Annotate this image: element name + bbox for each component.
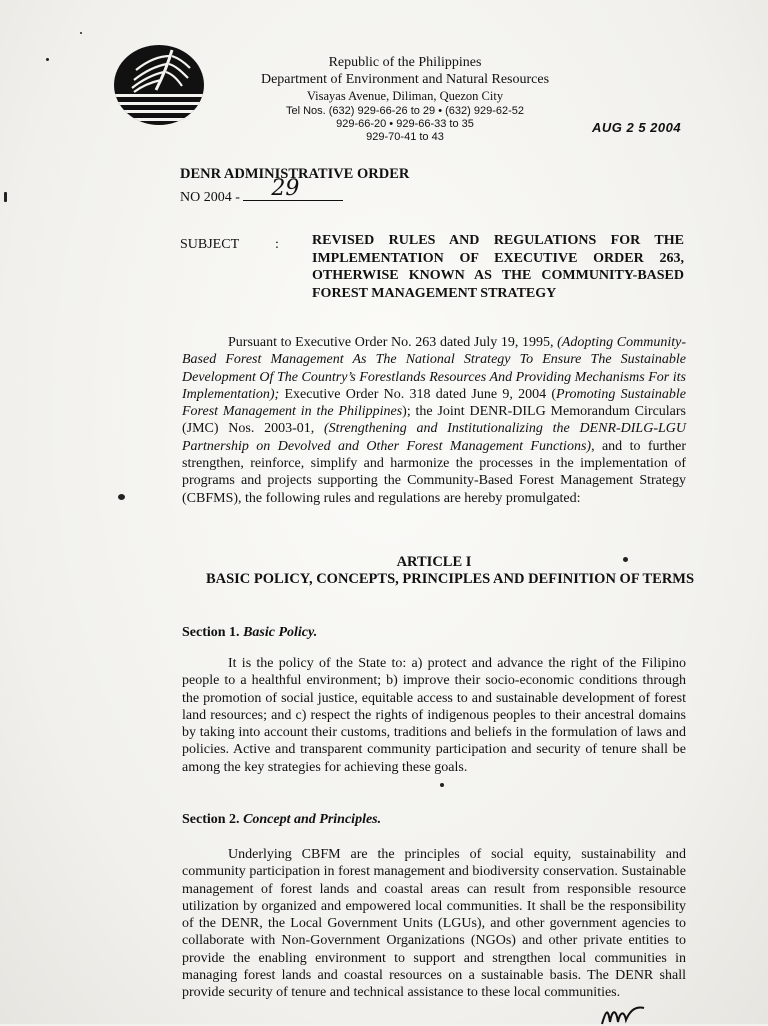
preamble-text-3: Executive Order No. 318 dated June 9, 2004 ( — [279, 386, 557, 402]
order-number — [180, 176, 343, 206]
letterhead-tel-line-1: Tel Nos. (632) 929-66-26 to 29 • (632) 929-62-52 — [285, 105, 525, 117]
letterhead-department: Department of Environment and Natural Resources — [260, 72, 550, 87]
signature-mark — [598, 1004, 648, 1026]
order-number-prefix: NO 2004 - — [180, 190, 244, 205]
article-number: ARTICLE I — [396, 554, 472, 570]
section-2-label: Section 2. — [182, 812, 240, 827]
section-1-paragraph — [182, 655, 686, 776]
preamble-text-7: , and to further strengthen, reinforce, simplify and harmonize the processes in the implementation of programs and projects supporting the Community-Based Forest Management Strategy (CBFMS), the following rules and regulations are hereby promulgated: — [182, 438, 686, 506]
section-1-body: It is the policy of the State to: a) protect and advance the right of the Filipino people to a healthful environment; b) improve their socio-economic conditions through the promotion of social justice, equitable access to and sustainable development of forest land resources; and c) respect the rights of indigenous peoples to their ancestral domains by taking into account their customs, traditions and beliefs in the formulation of laws and policies. Active and transparent community participation and security of tenure shall be among the key strategies for achieving these goals. — [182, 656, 686, 775]
preamble-text-5: ); the Joint DENR-DILG Memorandum Circulars (JMC) Nos. 2003-01, — [182, 404, 686, 437]
scan-speck — [118, 494, 125, 500]
order-title: DENR ADMINISTRATIVE ORDER — [180, 166, 410, 182]
denr-logo-icon — [112, 44, 206, 126]
scan-speck — [440, 783, 444, 787]
section-1-heading — [182, 625, 317, 641]
preamble-text-4: Promoting Sustainable Forest Management in the Philippines — [182, 386, 687, 420]
letterhead-address: Visayas Avenue, Diliman, Quezon City — [306, 89, 504, 103]
section-2-title: Concept and Principles. — [243, 812, 382, 827]
scan-speck — [80, 32, 82, 34]
subject-text: REVISED RULES AND REGULATIONS FOR THE IMPLEMENTATION OF EXECUTIVE ORDER 263, OTHERWISE KNOWN AS THE COMMUNITY-BASED FOREST MANAGEMENT STRATEGY — [312, 233, 684, 301]
scan-speck — [623, 557, 628, 562]
article-title: BASIC POLICY, CONCEPTS, PRINCIPLES AND DEFINITION OF TERMS — [205, 571, 695, 587]
order-number-handwritten: 29 — [271, 176, 300, 201]
scan-speck — [46, 58, 49, 61]
letterhead — [240, 54, 570, 144]
subject-colon: : — [275, 237, 279, 252]
section-1-label: Section 1. — [182, 625, 240, 640]
preamble-paragraph — [182, 334, 686, 507]
order-number-line — [243, 176, 343, 201]
preamble-text-2: (Adopting Community-Based Forest Management As The National Strategy To Ensure The Sustainable Development Of The Country’s Forestlands Resources And Providing Mechanisms For its Implementation); — [182, 335, 686, 402]
section-2-heading — [182, 812, 381, 828]
letterhead-country: Republic of the Philippines — [328, 55, 482, 70]
letterhead-tel-line-2: 929-66-20 • 929-66-33 to 35 — [336, 118, 474, 130]
preamble-text-6: (Strengthening and Institutionalizing the DENR-DILG-LGU Partnership on Devolved and Other Forest Management Functions) — [182, 421, 686, 454]
letterhead-tel-line-3: 929-70-41 to 43 — [366, 131, 444, 143]
section-2-paragraph — [182, 846, 686, 1002]
preamble-text-1: Pursuant to Executive Order No. 263 dated July 19, 1995, — [228, 335, 558, 350]
scan-speck — [4, 192, 7, 202]
section-1-title: Basic Policy. — [243, 625, 318, 640]
section-2-body: Underlying CBFM are the principles of social equity, sustainability and community participation in forest management and biodiversity conservation. Sustainable management of forest lands and coastal areas can result from responsible resource utilization by organized and empowered local communities. It shall be the responsibility of the DENR, the Local Government Units (LGUs), and other government agencies to collaborate with Non-Government Organizations (NGOs) and other private entities to provide the enabling environment to support and strengthen local communities in managing forest lands and coastal resources on a sustainable basis. The DENR shall provide security of tenure and technical assistance to these local communities. — [182, 847, 686, 1001]
subject-label: SUBJECT — [180, 237, 240, 252]
date-stamp: AUG 2 5 2004 — [592, 120, 682, 135]
